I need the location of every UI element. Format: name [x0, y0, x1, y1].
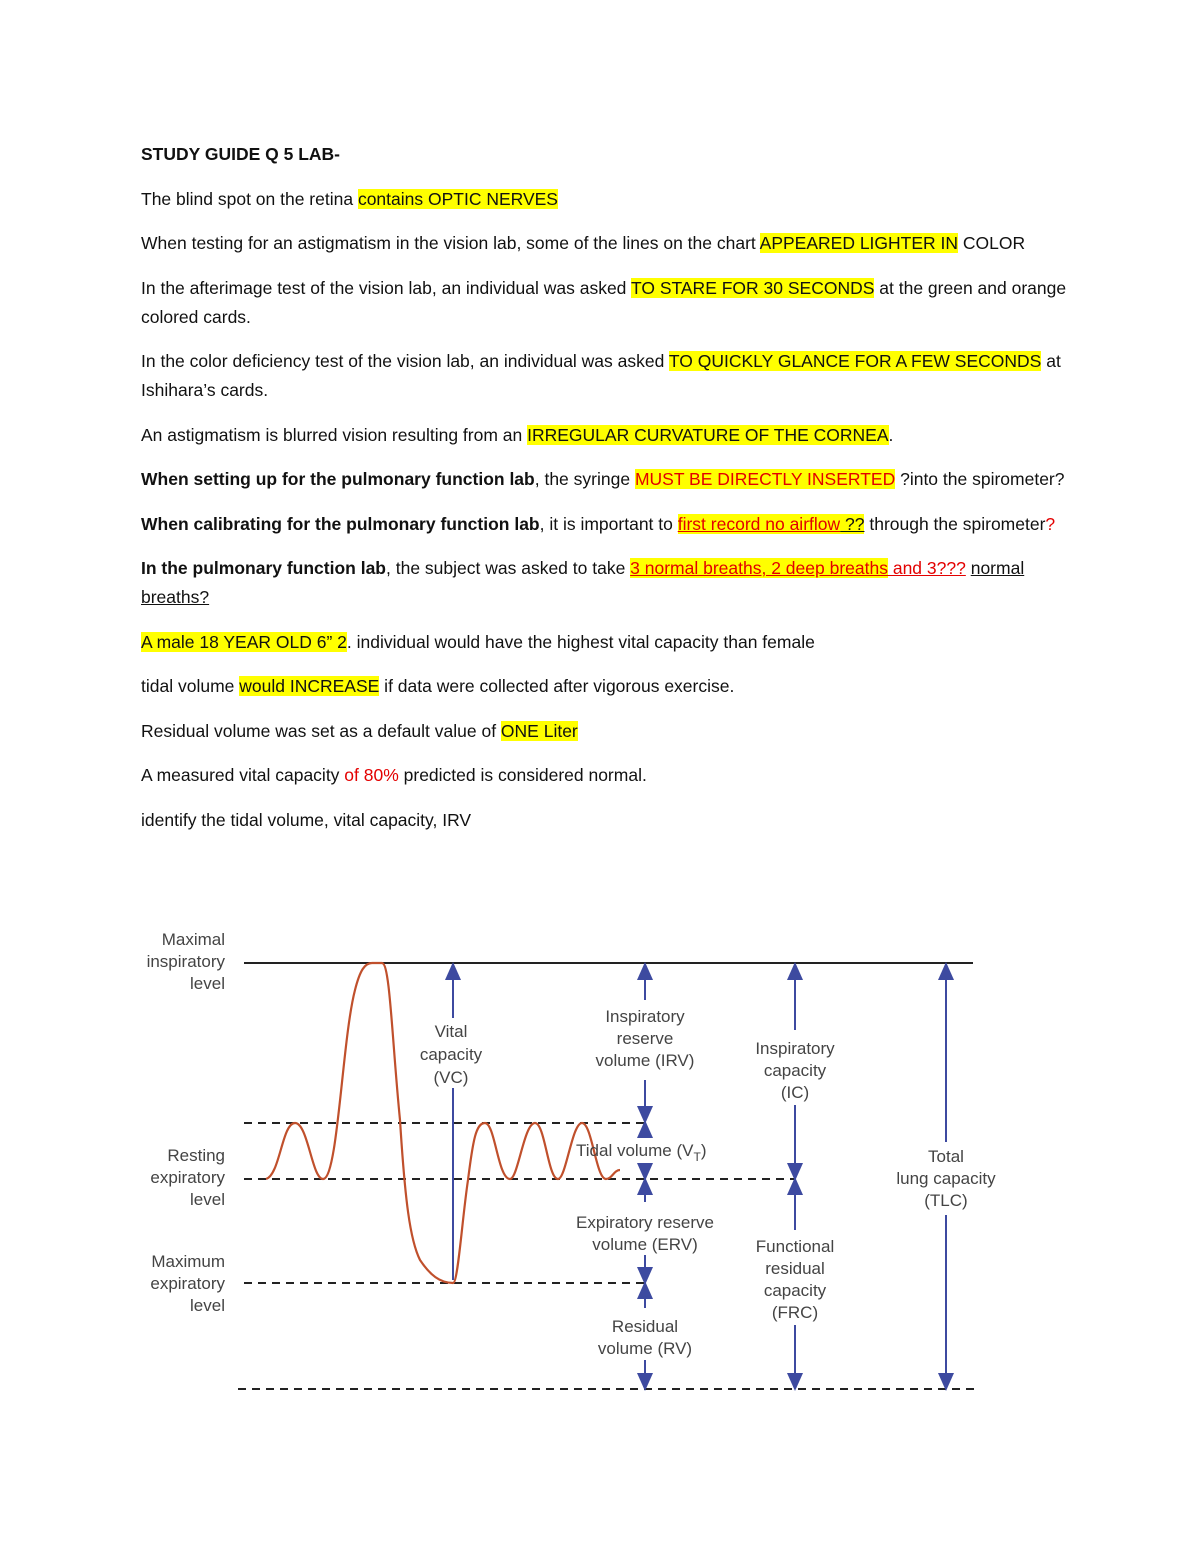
- study-guide-text: [141, 140, 1071, 850]
- text-segment: of 80%: [344, 765, 399, 785]
- question-q8: [141, 554, 1071, 612]
- text-segment: ONE Liter: [500, 720, 578, 741]
- document-title: STUDY GUIDE Q 5 LAB-: [141, 144, 341, 164]
- text-segment: identify the tidal volume, vital capacity, IRV: [141, 809, 472, 830]
- text-segment: ?: [1045, 513, 1056, 534]
- question-q10: [141, 672, 1071, 701]
- text-segment: Residual volume was set as a default value of: [141, 720, 501, 741]
- question-q13: [141, 806, 1071, 835]
- text-segment: When setting up for the pulmonary function lab: [141, 469, 535, 489]
- question-q12: [141, 761, 1071, 790]
- text-segment: first record no airflow: [677, 513, 841, 534]
- text-segment: if data were collected after vigorous exercise.: [379, 676, 735, 696]
- question-q4: [141, 347, 1071, 405]
- svg-text:volume (IRV): volume (IRV): [595, 1051, 695, 1070]
- text-segment: In the afterimage test of the vision lab, an individual was asked: [141, 277, 631, 298]
- ic-label: [755, 1039, 835, 1102]
- text-segment: TO STARE FOR 30 SECONDS: [630, 277, 875, 298]
- svg-text:level: level: [190, 1296, 225, 1315]
- question-q2: [141, 229, 1071, 258]
- svg-text:Inspiratory: Inspiratory: [605, 1007, 685, 1026]
- text-segment: at Ishihara’s cards.: [141, 351, 1061, 400]
- question-list: [141, 185, 1071, 835]
- text-segment: normal breaths?: [141, 558, 1025, 607]
- text-segment: ??: [840, 513, 865, 534]
- text-segment: . individual would have the highest vital capacity than female: [346, 631, 815, 652]
- svg-text:expiratory: expiratory: [150, 1168, 225, 1187]
- text-segment: TO QUICKLY GLANCE FOR A FEW SECONDS: [668, 351, 1042, 371]
- text-segment: would INCREASE: [239, 676, 380, 696]
- svg-text:Total: Total: [928, 1147, 964, 1166]
- svg-text:Maximum: Maximum: [151, 1252, 225, 1271]
- text-segment: predicted is considered normal.: [398, 765, 647, 785]
- text-segment: , it is important to: [539, 513, 678, 534]
- irv-label: [596, 1007, 695, 1070]
- text-segment: In the pulmonary function lab: [141, 558, 386, 578]
- erv-label: [576, 1213, 714, 1254]
- svg-text:Maximal: Maximal: [161, 930, 225, 949]
- text-segment: APPEARED LIGHTER IN: [759, 233, 959, 253]
- question-q7: [141, 510, 1071, 539]
- text-segment: When calibrating for the pulmonary function lab: [141, 513, 540, 534]
- text-segment: The blind spot on the retina: [141, 188, 358, 209]
- svg-text:capacity: capacity: [763, 1061, 827, 1080]
- svg-text:(TLC): (TLC): [924, 1191, 968, 1210]
- text-segment: 3 normal breaths, 2 deep breaths: [630, 558, 888, 578]
- text-segment: contains OPTIC NERVES: [357, 188, 558, 209]
- text-segment: A measured vital capacity: [141, 765, 345, 785]
- text-segment: and 3???: [887, 558, 966, 578]
- svg-text:Residual: Residual: [611, 1317, 679, 1336]
- text-segment: tidal volume: [141, 676, 240, 696]
- text-segment: at the green and orange colored cards.: [141, 277, 1067, 327]
- frc-label: [756, 1237, 834, 1322]
- text-segment: ?into the spirometer?: [895, 469, 1065, 489]
- question-q5: [141, 421, 1071, 450]
- svg-text:lung capacity: lung capacity: [896, 1169, 996, 1188]
- text-segment: An astigmatism is blurred vision resulting from an: [141, 424, 528, 445]
- text-segment: through the spirometer: [864, 513, 1046, 534]
- question-q3: [141, 274, 1071, 332]
- svg-text:Vital: Vital: [434, 1022, 468, 1041]
- question-q6: [141, 465, 1071, 494]
- svg-text:Inspiratory: Inspiratory: [755, 1039, 835, 1058]
- svg-text:volume (RV): volume (RV): [597, 1339, 693, 1358]
- svg-text:reserve: reserve: [616, 1029, 674, 1048]
- tlc-label: [896, 1147, 996, 1210]
- svg-text:inspiratory: inspiratory: [146, 952, 225, 971]
- label-max-inspiratory-level: [147, 930, 226, 993]
- text-segment: When testing for an astigmatism in the vision lab, some of the lines on the chart: [141, 233, 760, 253]
- svg-text:level: level: [190, 974, 225, 993]
- text-segment: .: [888, 424, 894, 445]
- svg-text:expiratory: expiratory: [150, 1274, 225, 1293]
- text-segment: MUST BE DIRECTLY INSERTED: [634, 469, 896, 489]
- text-segment: In the color deficiency test of the vision lab, an individual was asked: [141, 351, 669, 371]
- svg-text:(VC): (VC): [433, 1068, 469, 1087]
- rv-label: [598, 1317, 692, 1358]
- question-q11: [141, 717, 1071, 746]
- svg-text:(IC): (IC): [780, 1083, 810, 1102]
- svg-text:capacity: capacity: [763, 1281, 827, 1300]
- text-segment: IRREGULAR CURVATURE OF THE CORNEA: [527, 424, 889, 445]
- text-segment: , the subject was asked to take: [386, 558, 631, 578]
- text-segment: COLOR: [958, 233, 1026, 253]
- text-segment: , the syringe: [534, 469, 635, 489]
- tv-label: Tidal volume $(V_T)$: [576, 1141, 707, 1164]
- question-q1: [141, 185, 1071, 214]
- svg-text:(FRC): (FRC): [771, 1303, 819, 1322]
- svg-text:level: level: [190, 1190, 225, 1209]
- lung-volumes-diagram: [120, 920, 1000, 1400]
- svg-text:capacity: capacity: [419, 1045, 483, 1064]
- svg-text:Expiratory reserve: Expiratory reserve: [576, 1213, 714, 1232]
- question-q9: [141, 628, 1071, 657]
- svg-text:Functional: Functional: [755, 1237, 835, 1256]
- svg-text:residual: residual: [765, 1259, 825, 1278]
- svg-text:volume (ERV): volume (ERV): [592, 1235, 698, 1254]
- label-resting-expiratory-level: [150, 1146, 225, 1209]
- label-maximum-expiratory-level: [150, 1252, 225, 1315]
- svg-text:Resting: Resting: [167, 1146, 225, 1165]
- text-segment: A male 18 YEAR OLD 6” 2: [141, 631, 347, 652]
